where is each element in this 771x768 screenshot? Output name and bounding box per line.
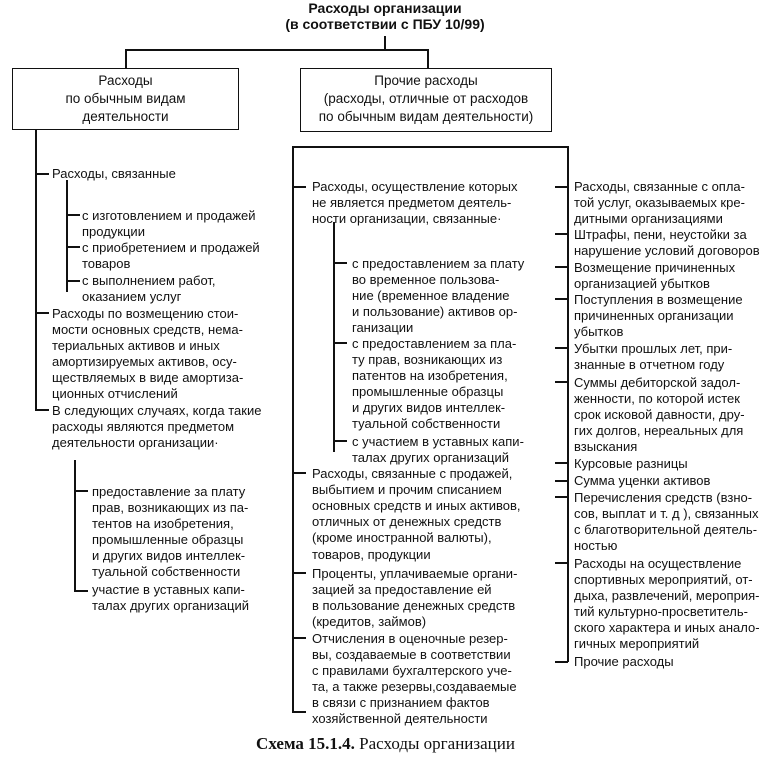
left-sub-manufacturing: с изготовлением и продажей <box>82 208 256 223</box>
left-tree-trunk <box>35 130 37 410</box>
diagram-title: Расходы организации <box>308 0 462 16</box>
left-item-depreciation-3: териальных активов и иных <box>52 338 220 353</box>
right-item-events-1: Расходы на осуществление <box>574 556 742 571</box>
left-sub-rights-4: промышленные образцы <box>92 532 244 547</box>
left-sub-rights-2: прав, возникающих из па- <box>92 500 249 515</box>
right-branch-5 <box>555 347 568 349</box>
mid-sub-branch-3 <box>333 440 347 442</box>
left-sub-branch-5 <box>74 590 88 592</box>
right-item-damages-2: организацией убытков <box>574 276 710 291</box>
right-item-charity-4: ностью <box>574 538 618 553</box>
right-item-charity-2: сов, выплат и т. д ), связанных <box>574 506 759 521</box>
mid-sub-participation-1: с участием в уставных капи- <box>352 434 524 449</box>
mid-item-interest-2: зацией за предоставление ей <box>312 582 492 597</box>
right-item-compensation-3: убытков <box>574 324 624 339</box>
right-item-markdown: Сумма уценки активов <box>574 473 711 488</box>
left-sub-manufacturing-cont: продукции <box>82 224 145 239</box>
right-item-bank-3: дитными организациями <box>574 211 723 226</box>
left-item-depreciation-1: Расходы по возмещению стои- <box>52 306 239 321</box>
mid-item-reserves-1: Отчисления в оценочные резер- <box>312 631 508 646</box>
ordinary-expenses-line-2: по обычным видам <box>65 91 186 106</box>
mid-sub-lease-4: и пользование) активов ор- <box>352 304 518 319</box>
mid-sub-rights-1: с предоставлением за пла- <box>352 336 517 351</box>
mid-item-reserves-5: в связи с признанием фактов <box>312 695 490 710</box>
mid-top-bar <box>292 146 568 148</box>
ordinary-expenses-line-3: деятельности <box>82 109 169 124</box>
left-sub-trunk-2 <box>74 460 76 592</box>
left-sub-trunk-1 <box>66 180 68 292</box>
mid-item-disposal-3: основных средств и иных активов, <box>312 498 521 513</box>
left-sub-rights-1: предоставление за плату <box>92 484 246 499</box>
right-branch-2 <box>555 233 568 235</box>
right-branch-10 <box>555 562 568 564</box>
mid-sub-lease-2: во временное пользова- <box>352 272 500 287</box>
mid-item-nonprofile-1: Расходы, осуществление которых <box>312 179 518 194</box>
mid-tree-trunk <box>292 146 294 712</box>
left-sub-rights-6: туальной собственности <box>92 564 241 579</box>
right-item-other: Прочие расходы <box>574 654 674 669</box>
caption-label: Схема 15.1.4. <box>256 734 355 753</box>
left-branch-1 <box>35 173 49 175</box>
mid-item-reserves-6: хозяйственной деятельности <box>312 711 488 726</box>
mid-sub-branch-2 <box>333 342 347 344</box>
other-expenses-line-2: (расходы, отличные от расходов <box>323 91 529 106</box>
right-item-charity-1: Перечисления средств (взно- <box>574 490 753 505</box>
right-item-receivables-1: Суммы дебиторской задол- <box>574 375 741 390</box>
left-item-related: Расходы, связанные <box>52 166 176 181</box>
diagram-subtitle: (в соответствии с ПБУ 10/99) <box>285 16 485 32</box>
other-expenses-line-1: Прочие расходы <box>374 73 478 88</box>
left-sub-participation-1: участие в уставных капи- <box>92 582 245 597</box>
right-item-prior-losses-1: Убытки прошлых лет, при- <box>574 341 733 356</box>
mid-item-nonprofile-3: ности организации, связанные· <box>312 211 502 226</box>
left-sub-branch-4 <box>74 490 88 492</box>
mid-item-disposal-2: выбытием и прочим списанием <box>312 482 502 497</box>
mid-item-disposal-6: товаров, продукции <box>312 547 431 562</box>
left-item-depreciation-2: мости основных средств, нема- <box>52 322 243 337</box>
mid-sub-lease-3: ние (временное владение <box>352 288 510 303</box>
other-expenses-line-3: по обычным видам деятельности) <box>318 109 534 124</box>
left-item-depreciation-4: амортизируемых активов, осу- <box>52 354 237 369</box>
connector-title-down <box>384 36 386 50</box>
right-item-events-2: спортивных мероприятий, от- <box>574 572 753 587</box>
figure-caption <box>0 734 771 754</box>
mid-sub-participation-2: талах других организаций <box>352 450 509 465</box>
right-item-events-5: ского характера и иных анало- <box>574 620 760 635</box>
right-branch-6 <box>555 381 568 383</box>
mid-item-interest-3: в пользование денежных средств <box>312 598 516 613</box>
mid-item-nonprofile-2: не является предметом деятель- <box>312 195 512 210</box>
connector-left-box <box>125 49 127 69</box>
mid-sub-lease-1: с предоставлением за плату <box>352 256 525 271</box>
right-tree-trunk <box>567 146 569 662</box>
mid-branch-1 <box>292 186 306 188</box>
left-branch-2 <box>35 312 49 314</box>
left-sub-branch-3 <box>66 280 80 282</box>
right-item-damages-1: Возмещение причиненных <box>574 260 736 275</box>
left-sub-branch-2 <box>66 246 80 248</box>
right-item-penalties-1: Штрафы, пени, неустойки за <box>574 227 747 242</box>
mid-sub-lease-5: ганизации <box>352 320 414 335</box>
left-item-depreciation-5: ществляемых в виде амортиза- <box>52 370 244 385</box>
mid-item-reserves-3: с правилами бухгалтерского уче- <box>312 663 512 678</box>
right-branch-7 <box>555 462 568 464</box>
right-item-fx-differences: Курсовые разницы <box>574 456 688 471</box>
mid-item-disposal-1: Расходы, связанные с продажей, <box>312 466 513 481</box>
right-item-receivables-4: гих долгов, нереальных для <box>574 423 744 438</box>
right-item-penalties-2: нарушение условий договоров <box>574 243 760 258</box>
mid-sub-rights-3: патентов на изобретения, <box>352 368 508 383</box>
mid-item-interest-4: (кредитов, займов) <box>312 614 427 629</box>
right-branch-3 <box>555 266 568 268</box>
connector-top-horizontal <box>125 49 428 51</box>
mid-sub-rights-4: промышленные образцы <box>352 384 504 399</box>
left-item-cases-1: В следующих случаях, когда такие <box>52 403 262 418</box>
mid-item-reserves-4: та, а также резервы,создаваемые <box>312 679 517 694</box>
left-branch-3 <box>35 409 49 411</box>
right-item-receivables-3: срок исковой давности, дру- <box>574 407 745 422</box>
mid-branch-5 <box>292 711 306 713</box>
right-item-compensation-2: причиненных организации <box>574 308 734 323</box>
right-branch-11 <box>555 661 568 663</box>
right-branch-1 <box>555 186 568 188</box>
right-item-charity-3: с благотворительной деятель- <box>574 522 758 537</box>
left-sub-works: с выполнением работ, <box>82 273 216 288</box>
left-sub-branch-1 <box>66 214 80 216</box>
mid-branch-2 <box>292 472 306 474</box>
left-sub-works-cont: оказанием услуг <box>82 289 182 304</box>
mid-item-reserves-2: вы, создаваемые в соответствии <box>312 647 511 662</box>
mid-item-disposal-4: отличных от денежных средств <box>312 514 502 529</box>
mid-item-interest-1: Проценты, уплачиваемые органи- <box>312 566 518 581</box>
right-item-prior-losses-2: знанные в отчетном году <box>574 357 725 372</box>
left-sub-rights-5: и других видов интеллек- <box>92 548 246 563</box>
right-item-receivables-5: взыскания <box>574 439 638 454</box>
mid-sub-trunk <box>333 222 335 452</box>
right-branch-8 <box>555 480 568 482</box>
left-item-depreciation-6: ционных отчислений <box>52 386 178 401</box>
left-item-cases-3: деятельности организации· <box>52 435 219 450</box>
ordinary-expenses-line-1: Расходы <box>98 73 153 88</box>
right-item-bank-1: Расходы, связанные с опла- <box>574 179 745 194</box>
caption-text: Расходы организации <box>359 734 515 753</box>
left-sub-purchase: с приобретением и продажей <box>82 240 260 255</box>
mid-branch-3 <box>292 572 306 574</box>
mid-sub-rights-2: ту прав, возникающих из <box>352 352 503 367</box>
connector-right-box <box>427 49 429 69</box>
left-item-cases-2: расходы являются предметом <box>52 419 235 434</box>
mid-branch-4 <box>292 637 306 639</box>
left-sub-participation-2: талах других организаций <box>92 598 249 613</box>
right-branch-9 <box>555 496 568 498</box>
mid-item-disposal-5: (кроме иностранной валюты), <box>312 530 492 545</box>
right-item-events-3: дыха, развлечений, мероприя- <box>574 588 760 603</box>
mid-sub-rights-6: туальной собственности <box>352 416 501 431</box>
right-branch-4 <box>555 298 568 300</box>
mid-sub-branch-1 <box>333 262 347 264</box>
left-sub-purchase-cont: товаров <box>82 256 131 271</box>
mid-sub-rights-5: и других видов интеллек- <box>352 400 506 415</box>
right-item-events-6: гичных мероприятий <box>574 636 700 651</box>
right-item-compensation-1: Поступления в возмещение <box>574 292 743 307</box>
right-item-receivables-2: женности, по которой истек <box>574 391 740 406</box>
right-item-events-4: тий культурно-просветитель- <box>574 604 748 619</box>
left-sub-rights-3: тентов на изобретения, <box>92 516 234 531</box>
right-item-bank-2: той услуг, оказываемых кре- <box>574 195 745 210</box>
